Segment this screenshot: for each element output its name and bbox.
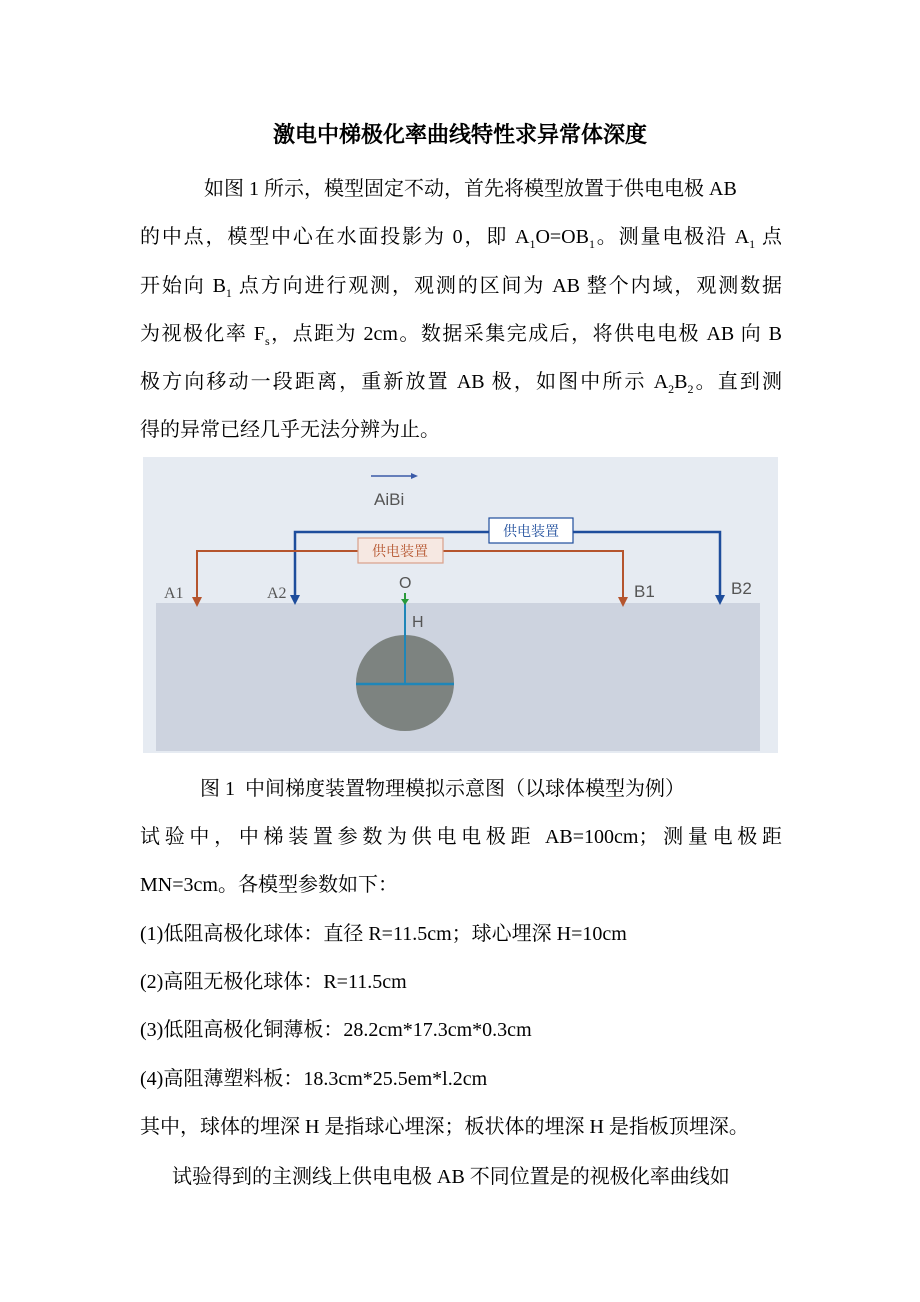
document-title: 激电中梯极化率曲线特性求异常体深度 [272,123,647,148]
paragraph-line: 如图 1 所示，模型固定不动，首先将模型放置于供电电极 AB [204,178,737,200]
figure-caption: 图 1 中间梯度装置物理模拟示意图（以球体模型为例） [200,778,685,800]
paragraph-line: MN=3cm。各模型参数如下： [140,874,398,896]
label-o: O [399,575,412,592]
blue-power-label: 供电装置 [503,524,559,540]
label-h: H [412,614,424,631]
paragraph-line: 开始向 $B_1$ 点方向进行观测，观测的区间为 AB 整个内域，观测数据 [140,275,782,300]
list-item: (4)高阻薄塑料板：18.3cm*25.5em*l.2cm [140,1068,488,1090]
label-b1: B1 [634,582,655,601]
red-power-label: 供电装置 [372,544,428,560]
paragraph-line: 其中，球体的埋深 H 是指球心埋深；板状体的埋深 H 是指板顶埋深。 [140,1116,749,1138]
paragraph-line: 试验中，中梯装置参数为供电电极距 AB=100cm；测量电极距 [140,826,782,848]
paragraph-line: 为视极化率 $F_s$，点距为 2cm。数据采集完成后，将供电电极 AB 向 B [140,323,783,348]
paragraph-line: 得的异常已经几乎无法分辨为止。 [140,419,440,441]
paragraph-line: 试验得到的主测线上供电电极 AB 不同位置是的视极化率曲线如 [172,1166,730,1188]
list-item: (2)高阻无极化球体：R=11.5cm [140,971,407,993]
label-b2: B2 [731,579,752,598]
ground [156,603,760,751]
list-item: (1)低阻高极化球体：直径 R=11.5cm；球心埋深 H=10cm [140,923,627,945]
paragraph-line: 极方向移动一段距离，重新放置 AB 极，如图中所示 $A_2B_2$。直到测 [140,371,783,396]
paragraph-line: 的中点，模型中心在水面投影为 0，即 $A_1O=OB_1$。测量电极沿 $A_1$ 点 [140,226,782,251]
figure-diagram [140,455,780,755]
direction-label: AiBi [374,490,405,509]
list-item: (3)低阻高极化铜薄板：28.2cm*17.3cm*0.3cm [140,1019,532,1041]
label-a2: A2 [267,585,287,602]
label-a1: A1 [164,585,184,602]
